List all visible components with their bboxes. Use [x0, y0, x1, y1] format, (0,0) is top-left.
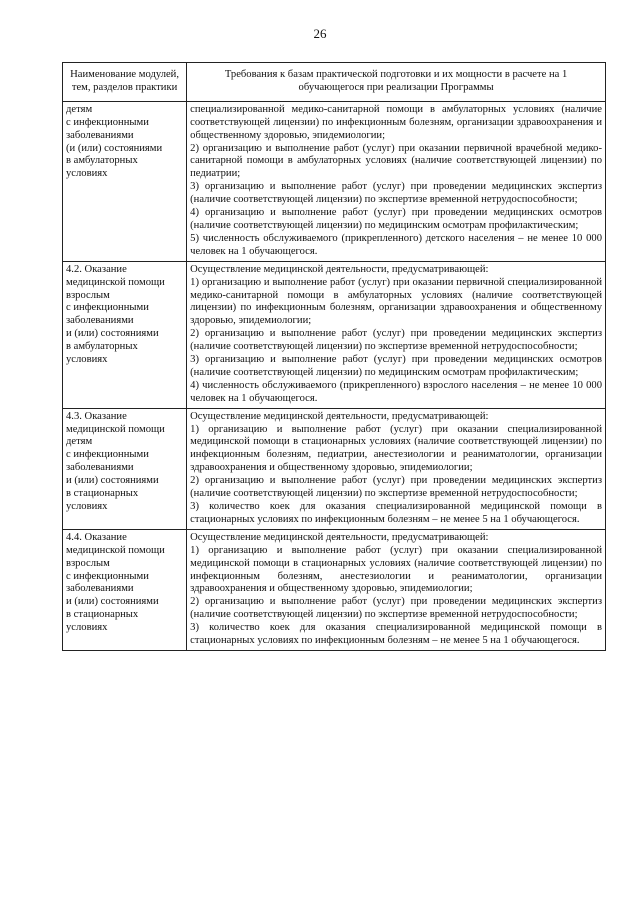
module-line: детям [66, 103, 93, 115]
table-row [63, 408, 606, 529]
module-line: детям [66, 436, 93, 448]
module-line: условиях [66, 354, 108, 366]
requirement-item: 3) количество коек для оказания специализированной медицинской помощи в стационарных условиях по инфекционным болезням – не менее 5 на 1 обучающегося. [190, 501, 602, 525]
table-row [63, 261, 606, 408]
module-line: и (или) состояниями [66, 596, 159, 608]
module-line: условиях [66, 168, 108, 180]
module-line: заболеваниями [66, 583, 134, 595]
module-line: заболеваниями [66, 129, 134, 141]
requirement-item: 2) организацию и выполнение работ (услуг) при оказании первичной врачебной медико-санитарной помощи в амбулаторных условиях (наличие соответствующей лицензии) по педиатрии; [190, 142, 602, 180]
requirement-item: 2) организацию и выполнение работ (услуг) при проведении медицинских экспертиз (наличие соответствующей лицензии) по экспертизе временной нетрудоспособности; [190, 328, 602, 353]
requirements-cell [187, 261, 606, 408]
module-line: в амбулаторных [66, 341, 138, 353]
module-line: заболеваниями [66, 315, 134, 327]
module-line: в стационарных [66, 488, 139, 500]
requirements-cell [187, 529, 606, 650]
module-line: с инфекционными [66, 570, 149, 582]
header-modules: Наименование модулей, тем, разделов практики [63, 63, 187, 102]
module-cell [63, 529, 187, 650]
module-line: (и (или) состояниями [66, 142, 163, 154]
module-line: и (или) состояниями [66, 475, 159, 487]
module-line: и (или) состояниями [66, 328, 159, 340]
requirement-item: 4) организацию и выполнение работ (услуг) при проведении медицинских осмотров (наличие соответствующей лицензии) по медицинским осмотрам профилактическим; [190, 207, 602, 231]
requirement-item: Осуществление медицинской деятельности, предусматривающей: [190, 410, 489, 422]
requirement-item: 2) организацию и выполнение работ (услуг) при проведении медицинских экспертиз (наличие соответствующей лицензии) по экспертизе временной нетрудоспособности; [190, 596, 602, 621]
module-line: 4.3. Оказание [66, 410, 127, 422]
requirement-item: 3) организацию и выполнение работ (услуг) при проведении медицинских осмотров (наличие соответствующей лицензии) по медицинским осмотрам профилактическим; [190, 354, 602, 378]
table-header-row [63, 63, 606, 102]
module-line: с инфекционными [66, 116, 149, 128]
module-line: заболеваниями [66, 462, 134, 474]
requirements-cell [187, 101, 606, 261]
requirement-item: специализированной медико-санитарной помощи в амбулаторных условиях (наличие соответствующей лицензии) по инфекционным болезням, организации здравоохранения и общественному здоровью, эпидемиологии; [190, 103, 602, 141]
module-line: 4.2. Оказание [66, 263, 127, 275]
module-line: медицинской помощи [66, 423, 165, 435]
requirement-item: Осуществление медицинской деятельности, предусматривающей: [190, 263, 489, 275]
module-line: в амбулаторных [66, 155, 138, 167]
module-line: с инфекционными [66, 449, 149, 461]
requirement-item: 1) организацию и выполнение работ (услуг) при оказании специализированной медицинской помощи в стационарных условиях (наличие соответствующей лицензии) по инфекционным болезням, педиатрии, анестезиологии и реаниматологии, организации здравоохранения и общественному здоровью, эпидемиологии; [190, 423, 602, 474]
requirements-cell [187, 408, 606, 529]
module-line: медицинской помощи [66, 544, 165, 556]
requirement-item: 2) организацию и выполнение работ (услуг) при проведении медицинских экспертиз (наличие соответствующей лицензии) по экспертизе временной нетрудоспособности; [190, 475, 602, 500]
requirement-item: 1) организацию и выполнение работ (услуг) при оказании специализированной медицинской помощи в стационарных условиях (наличие соответствующей лицензии) по инфекционным болезням, анестезиологии и реаниматологии, организации здравоохранения и общественному здоровью, эпидемиологии; [190, 544, 602, 595]
module-line: с инфекционными [66, 302, 149, 314]
module-cell [63, 408, 187, 529]
module-line: медицинской помощи [66, 276, 165, 288]
module-line: взрослым [66, 289, 110, 301]
module-line: условиях [66, 501, 108, 512]
header-requirements: Требования к базам практической подготовки и их мощности в расчете на 1 обучающегося при реализации Программы [187, 63, 606, 102]
requirement-item: 4) численность обслуживаемого (прикрепленного) взрослого населения – не менее 10 000 человек на 1 обучающегося. [190, 379, 602, 404]
requirement-item: 1) организацию и выполнение работ (услуг) при оказании первичной специализированной медико-санитарной помощи в амбулаторных условиях (наличие соответствующей лицензии) по инфекционным болезням, организации здравоохранения и общественному здоровью, эпидемиологии; [190, 276, 602, 327]
module-cell [63, 101, 187, 261]
module-line: 4.4. Оказание [66, 531, 127, 543]
module-cell [63, 261, 187, 408]
requirement-item: Осуществление медицинской деятельности, предусматривающей: [190, 531, 489, 543]
page-number: 26 [313, 26, 327, 41]
module-line: условиях [66, 622, 108, 634]
module-line: взрослым [66, 557, 110, 569]
requirement-item: 3) количество коек для оказания специализированной медицинской помощи в стационарных условиях по инфекционным болезням – не менее 5 на 1 обучающегося. [190, 622, 602, 647]
requirement-item: 3) организацию и выполнение работ (услуг) при проведении медицинских экспертиз (наличие соответствующей лицензии) по экспертизе временной нетрудоспособности; [190, 181, 602, 206]
table-row [63, 529, 606, 650]
table-row [63, 101, 606, 261]
module-line: в стационарных [66, 609, 139, 621]
requirements-table [62, 62, 606, 651]
requirement-item: 5) численность обслуживаемого (прикрепленного) детского населения – не менее 10 000 человек на 1 обучающегося. [190, 232, 602, 257]
